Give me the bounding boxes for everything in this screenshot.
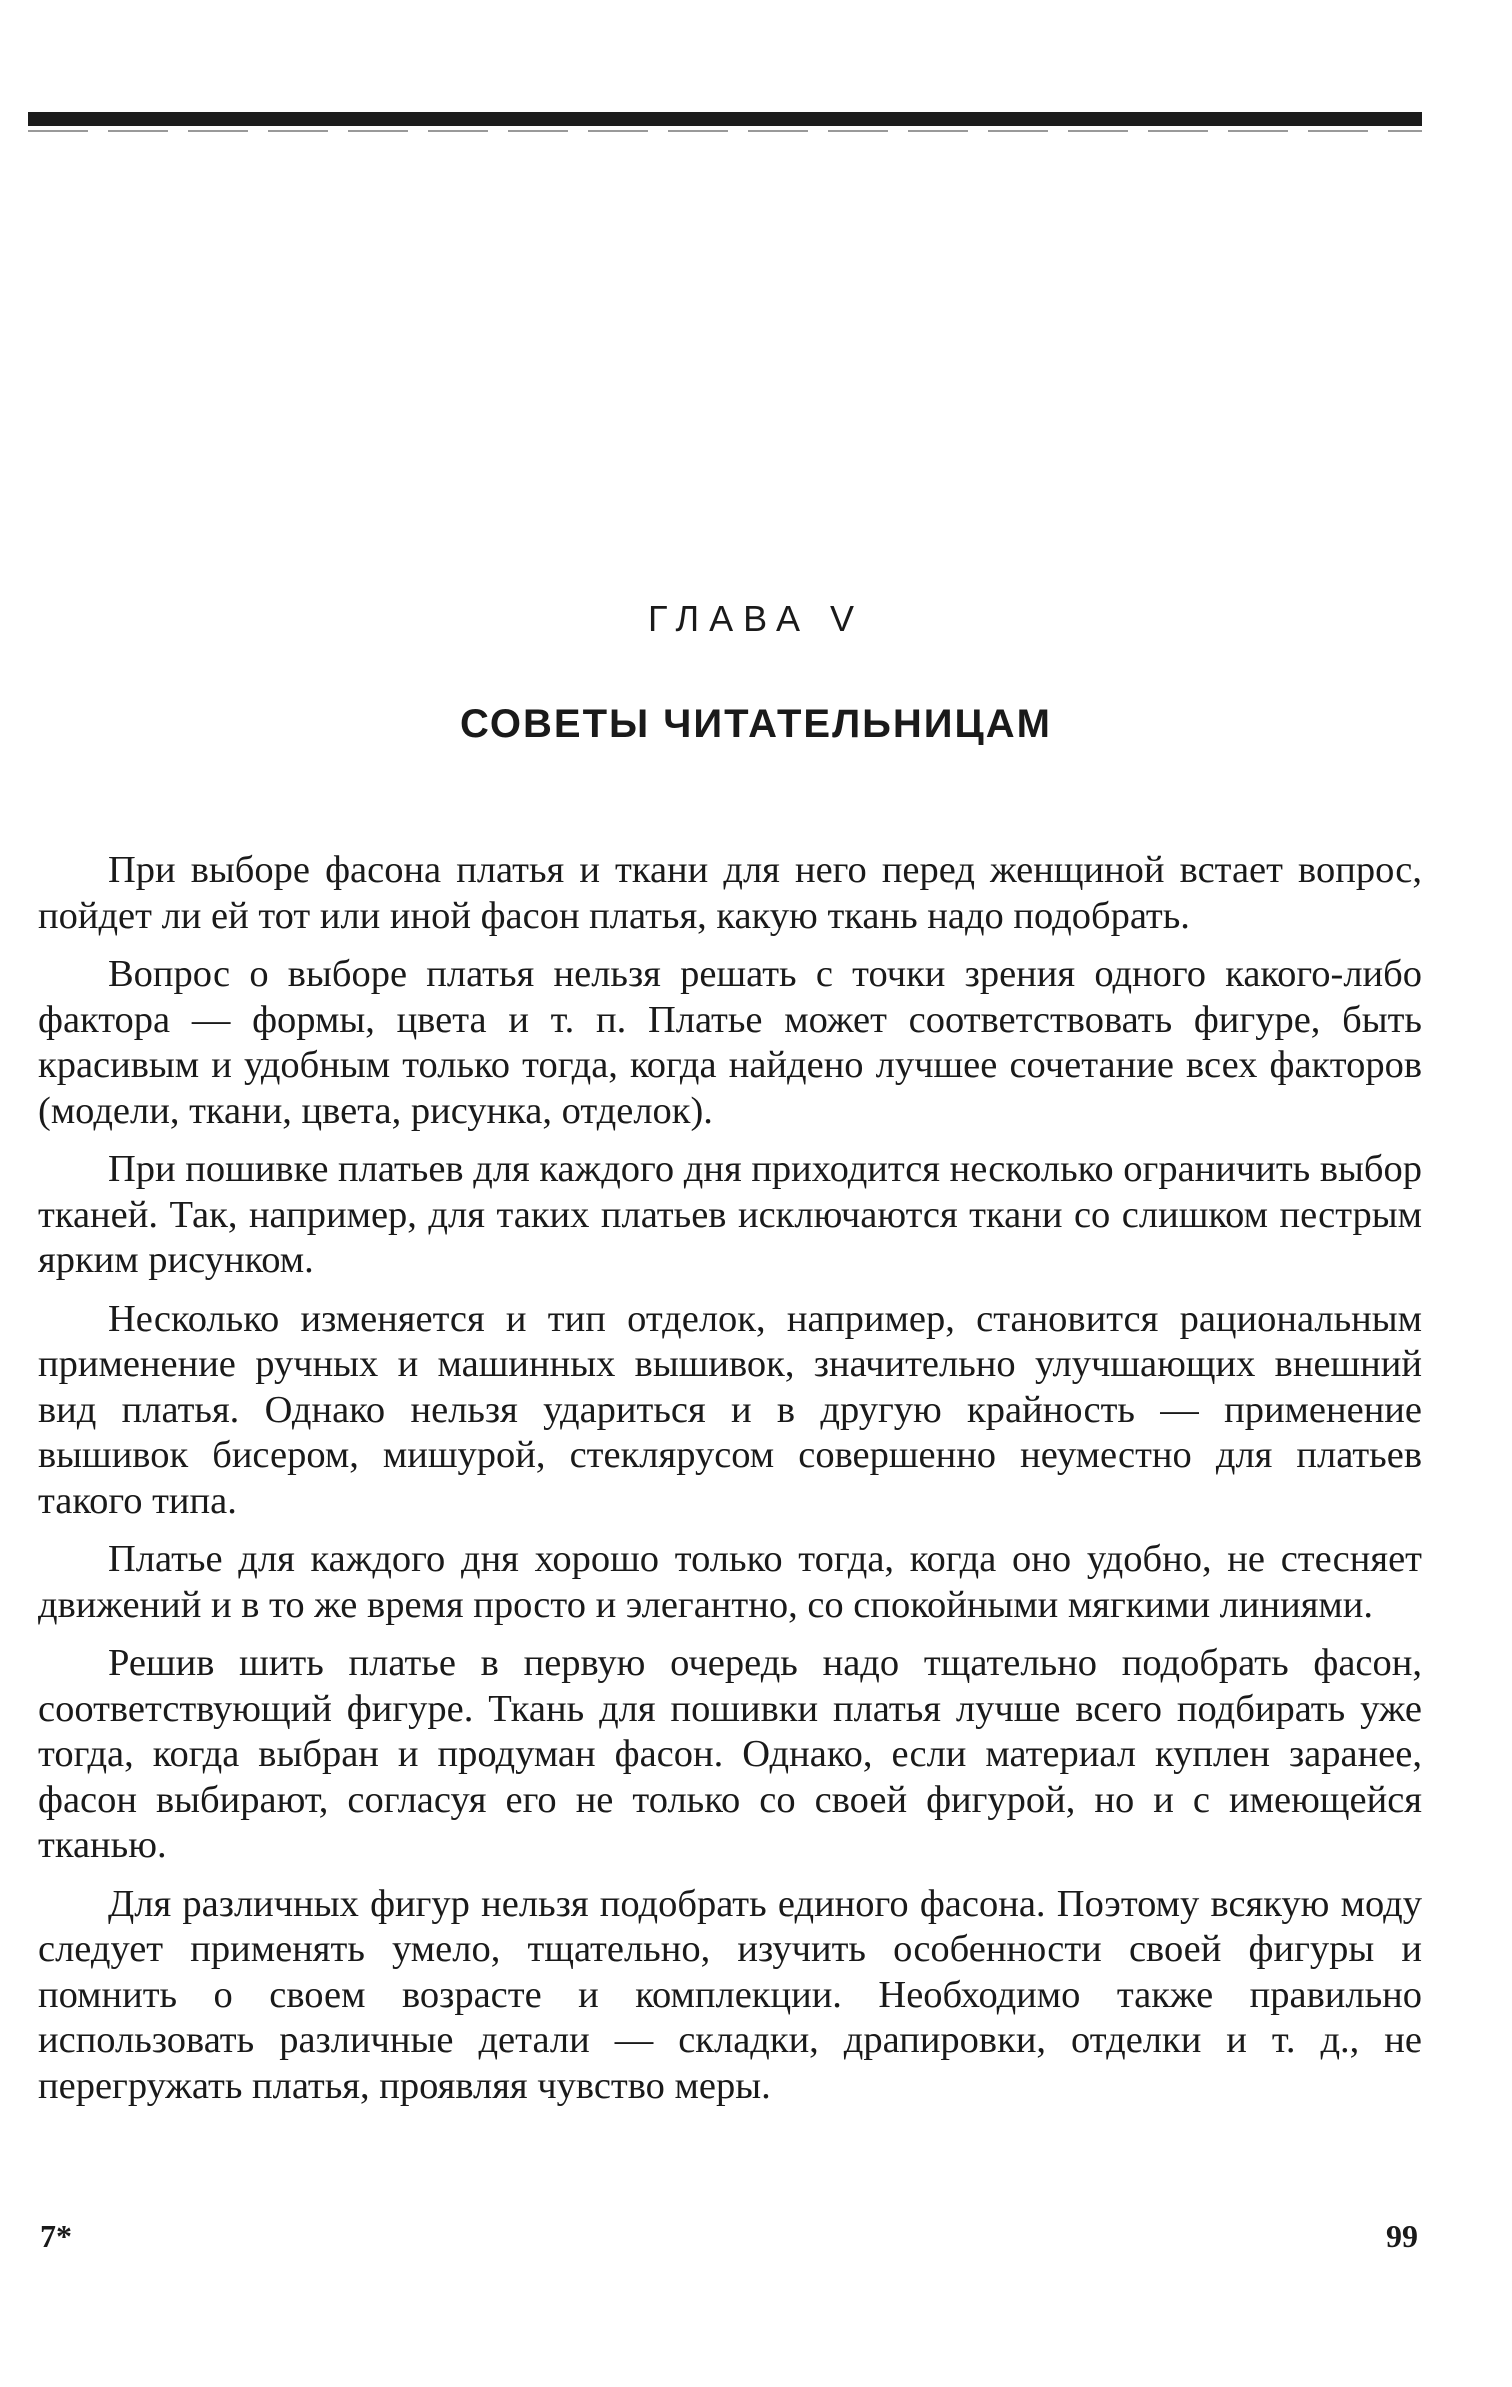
signature-mark: 7* [40, 2218, 72, 2254]
paragraph: Вопрос о выборе платья нельзя решать с точки зрения одного какого-либо фактора — формы, цвета и т. п. Платье может соответствовать фигуре, быть красивым и удобным только тогда, когда найдено лучшее сочетание всех факторов (модели, ткани, цвета, рисунка, отделок). [38, 953, 1422, 1132]
paragraph: Решив шить платье в первую очередь надо тщательно подобрать фасон, соответствующий фигуре. Ткань для пошивки платья лучше всего подбирать уже тогда, когда выбран и продуман фасон. Однако, если материал куплен заранее, фасон выбирают, согласуя его не только со своей фигурой, но и с имеющейся тканью. [38, 1642, 1422, 1866]
header-rule [28, 112, 1422, 126]
paragraph: При выборе фасона платья и ткани для него перед женщиной встает вопрос, пойдет ли ей тот или иной фасон платья, какую ткань надо подобрать. [38, 849, 1422, 937]
text-body [38, 848, 1422, 2122]
paragraph: Для различных фигур нельзя подобрать единого фасона. Поэтому всякую моду следует применять умело, тщательно, изучить особенности своей фигуры и помнить о своем возрасте и комплекции. Необходимо также правильно использовать различные детали — складки, драпировки, отделки и т. д., не перегружать платья, проявляя чувство меры. [38, 1882, 1422, 2107]
chapter-title: СОВЕТЫ ЧИТАТЕЛЬНИЦАМ [460, 702, 1052, 746]
header-rule-thin [28, 130, 1422, 132]
paragraph: Несколько изменяется и тип отделок, например, становится рациональным применение ручных и машинных вышивок, значительно улучшающих внешний вид платья. Однако нельзя удариться и в другую крайность — применение вышивок бисером, мишурой, стеклярусом совершенно неуместно для платьев такого типа. [38, 1297, 1422, 1522]
paragraph: При пошивке платьев для каждого дня приходится несколько ограничить выбор тканей. Так, например, для таких платьев исключаются ткани со слишком пестрым ярким рисунком. [38, 1148, 1422, 1281]
paragraph: Платье для каждого дня хорошо только тогда, когда оно удобно, не стесняет движений и в то же время просто и элегантно, со спокойными мягкими линиями. [38, 1538, 1422, 1626]
chapter-label: ГЛАВА V [648, 598, 864, 639]
page-number: 99 [1386, 2218, 1418, 2254]
